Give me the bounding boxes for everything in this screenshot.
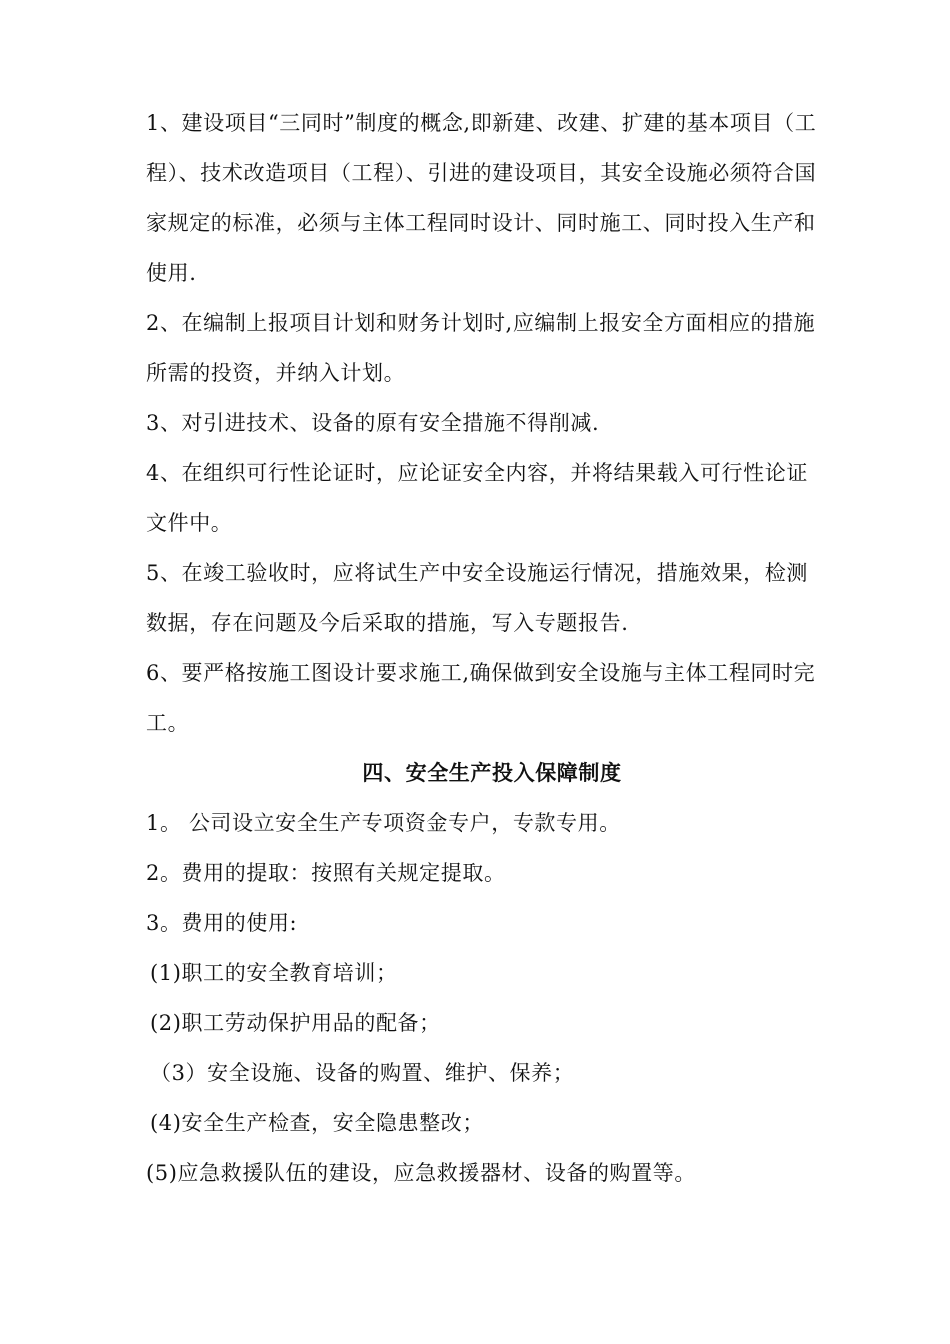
use-item-2: (2)职工劳动保护用品的配备； xyxy=(150,1011,441,1035)
paragraph-3-1: 1、建设项目“三同时”制度的概念,即新建、改建、扩建的基本项目（工程）、技术改造项目（工程）、引进的建设项目，其安全设施必须符合国家规定的标准，必须与主体工程同时设计、同时施工、同时投入生产和使用. xyxy=(146,111,817,285)
paragraph-3-6: 6、要严格按施工图设计要求施工,确保做到安全设施与主体工程同时完工。 xyxy=(146,661,816,735)
use-item-1: (1)职工的安全教育培训； xyxy=(150,961,398,985)
paragraph-4-2: 2。费用的提取：按照有关规定提取。 xyxy=(146,861,506,885)
use-item-4: (4)安全生产检查，安全隐患整改； xyxy=(150,1111,484,1135)
paragraph-4-3: 3。费用的使用: xyxy=(146,911,298,935)
use-item-5: (5)应急救援队伍的建设，应急救援器材、设备的购置等。 xyxy=(146,1161,696,1185)
paragraph-3-2: 2、在编制上报项目计划和财务计划时,应编制上报安全方面相应的措施所需的投资，并纳入计划。 xyxy=(146,311,816,385)
document-body xyxy=(146,98,826,1198)
use-item-3: （3）安全设施、设备的购置、维护、保养； xyxy=(150,1061,575,1085)
paragraph-3-5: 5、在竣工验收时，应将试生产中安全设施运行情况，措施效果，检测数据，存在问题及今后采取的措施，写入专题报告. xyxy=(146,561,808,635)
paragraph-3-4: 4、在组织可行性论证时，应论证安全内容，并将结果载入可行性论证文件中。 xyxy=(146,461,808,535)
paragraph-3-3: 3、对引进技术、设备的原有安全措施不得削减. xyxy=(146,411,600,435)
paragraph-4-1: 1。 公司设立安全生产专项资金专户，专款专用。 xyxy=(146,811,621,835)
section-heading: 四、安全生产投入保障制度 xyxy=(362,760,622,785)
